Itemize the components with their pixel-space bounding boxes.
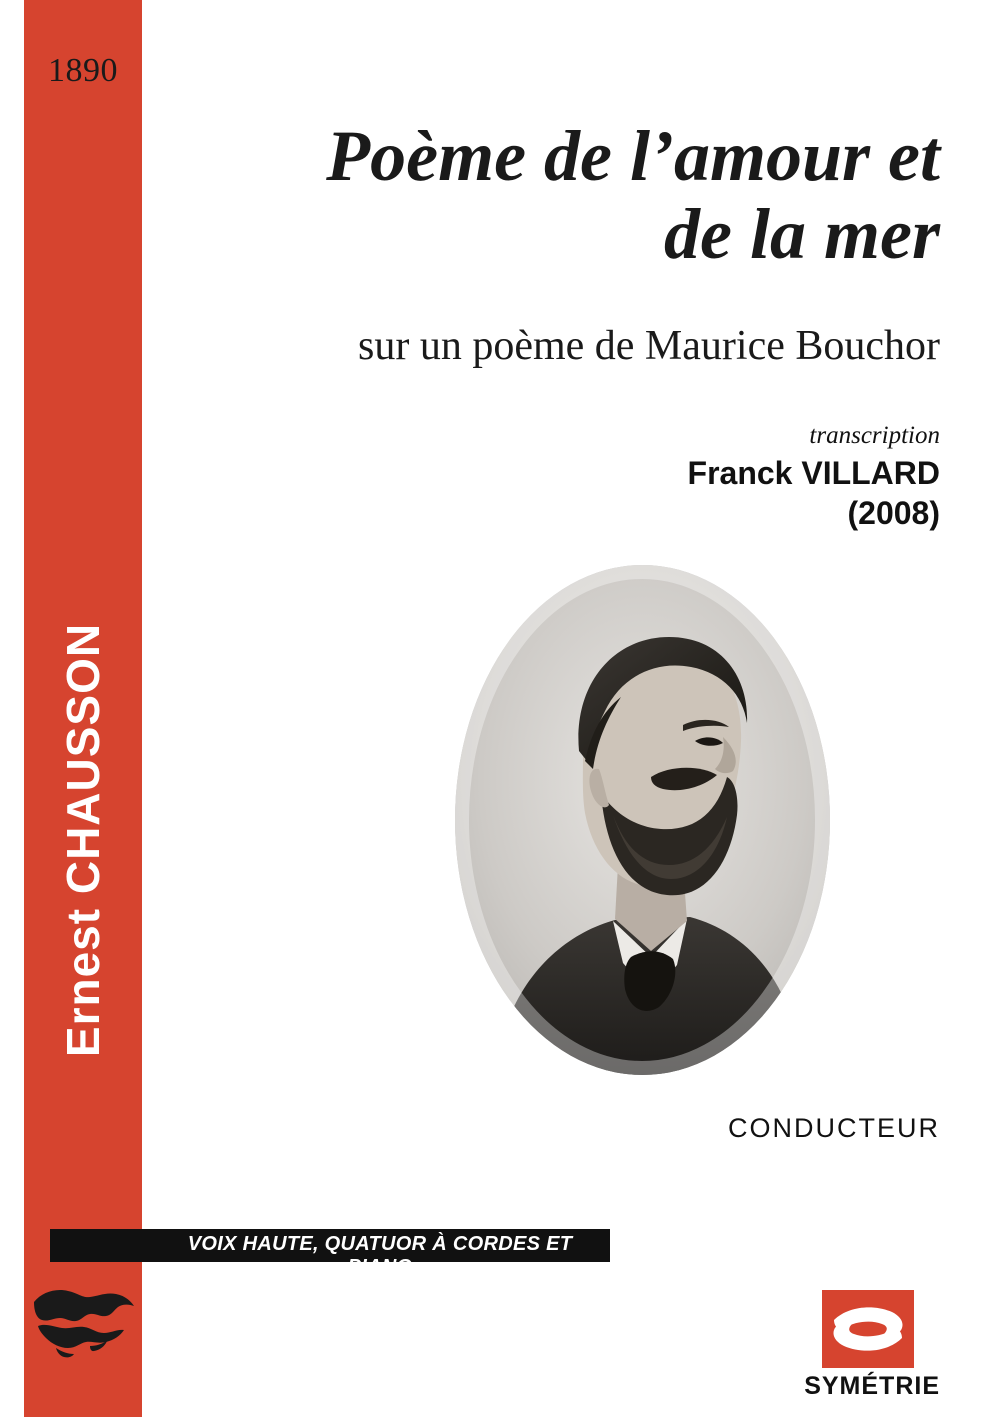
composer-name-vertical <box>24 0 142 1417</box>
transcriber-year: (2008) <box>847 495 940 532</box>
globe-icon <box>28 1282 140 1362</box>
year-label: 1890 <box>48 52 118 89</box>
page-title <box>180 118 940 274</box>
score-type-label: CONDUCTEUR <box>728 1113 940 1143</box>
transcriber-name: Franck VILLARD <box>687 455 940 492</box>
composer-portrait <box>455 565 830 1075</box>
subtitle: sur un poème de Maurice Bouchor <box>358 323 940 369</box>
title-line-1: Poème de l’amour et <box>326 116 940 196</box>
instrumentation-label: VOIX HAUTE, QUATUOR À CORDES ET PIANO <box>187 1233 573 1278</box>
title-line-2: de la mer <box>664 193 940 274</box>
transcription-label: transcription <box>809 422 940 449</box>
transcription-credit <box>440 420 940 533</box>
publisher-logo-icon <box>822 1290 914 1368</box>
publisher-name: SYMÉTRIE <box>804 1372 940 1400</box>
composer-name-text: Ernest CHAUSSON <box>57 622 110 1058</box>
